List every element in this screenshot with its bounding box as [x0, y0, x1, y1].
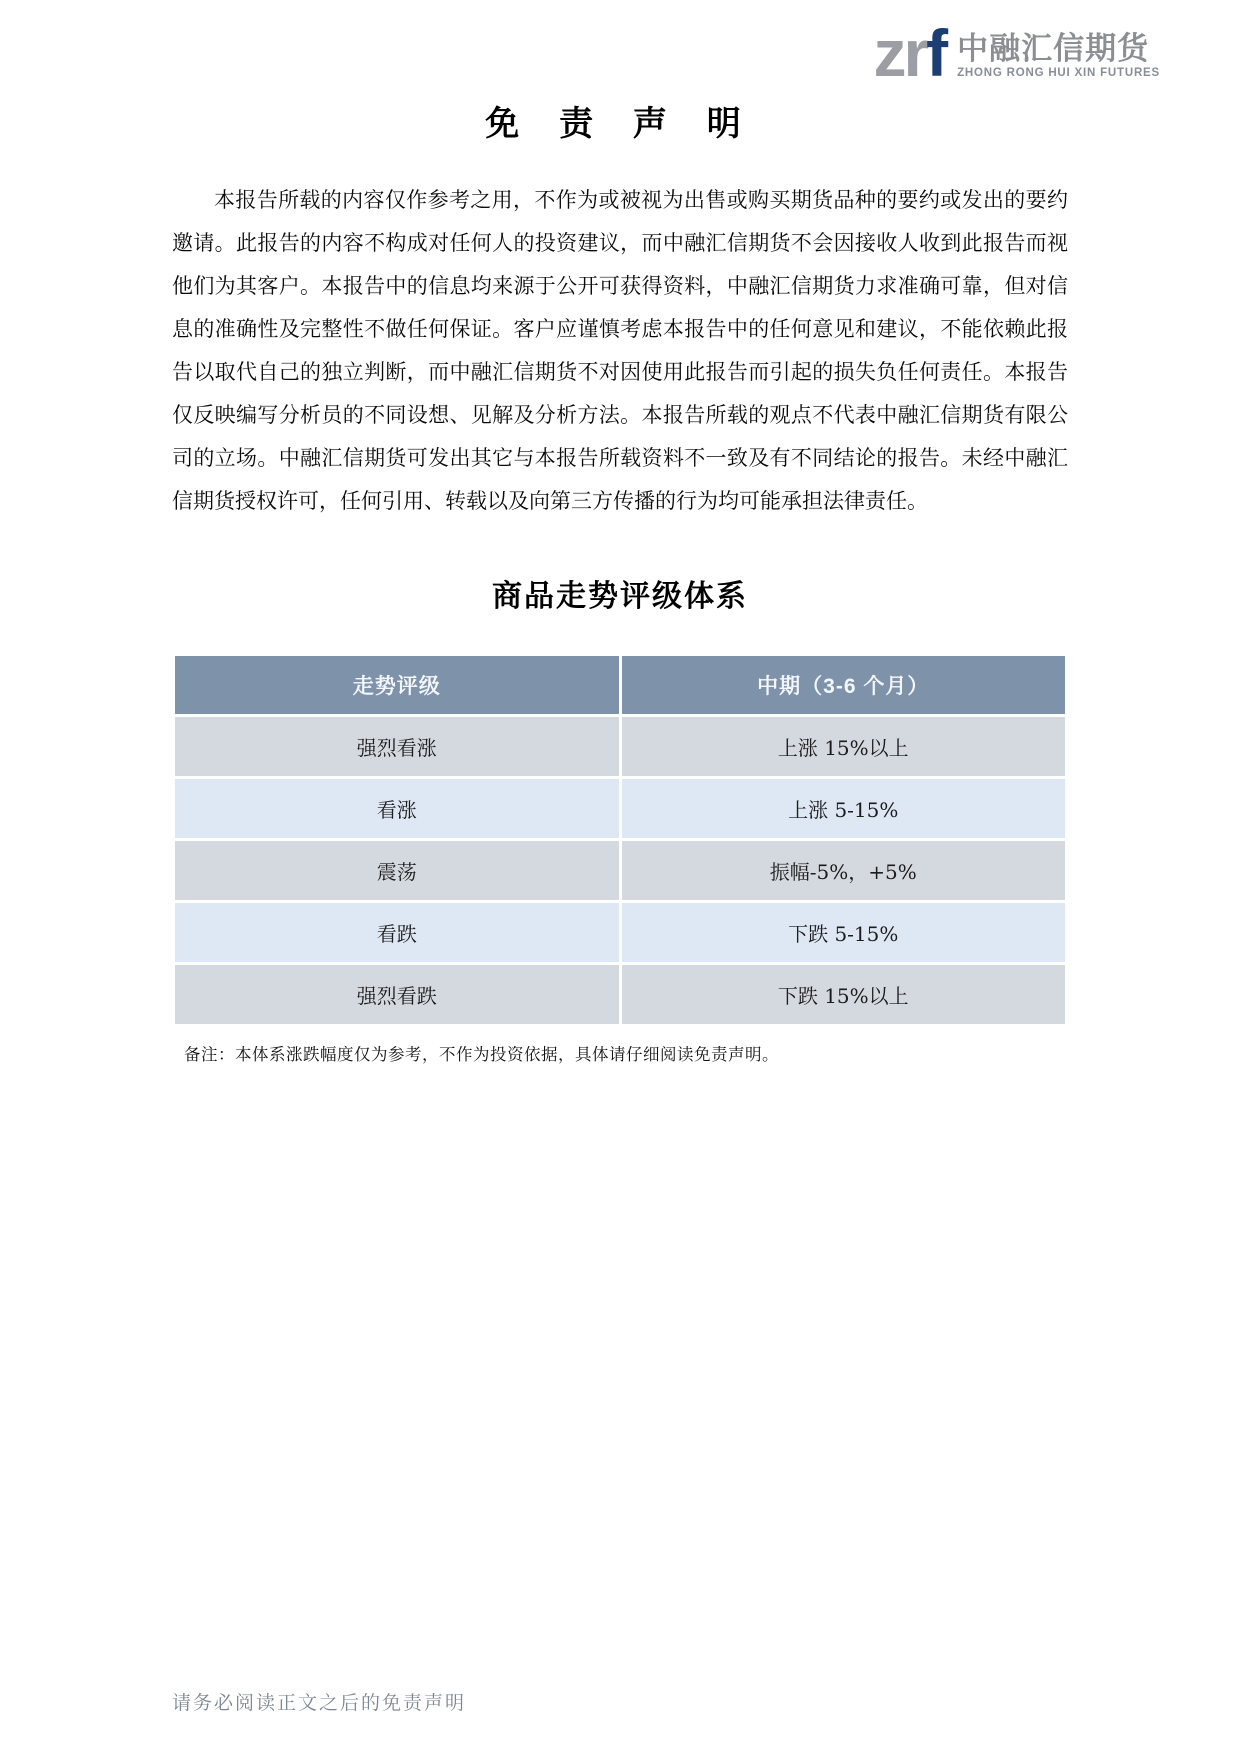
rating-cell: 震荡	[174, 840, 621, 902]
range-cell: 振幅-5%，+5%	[620, 840, 1067, 902]
footer-disclaimer-reminder: 请务必阅读正文之后的免责声明	[172, 1692, 467, 1714]
disclaimer-paragraph: 本报告所载的内容仅作参考之用，不作为或被视为出售或购买期货品种的要约或发出的要约邀请。此报告的内容不构成对任何人的投资建议，而中融汇信期货不会因接收人收到此报告而视他们为其客户。本报告中的信息均来源于公开可获得资料，中融汇信期货力求准确可靠，但对信息的准确性及完整性不做任何保证。客户应谨慎考虑本报告中的任何意见和建议，不能依赖此报告以取代自己的独立判断，而中融汇信期货不对因使用此报告而引起的损失负任何责任。本报告仅反映编写分析员的不同设想、见解及分析方法。本报告所载的观点不代表中融汇信期货有限公司的立场。中融汇信期货可发出其它与本报告所载资料不一致及有不同结论的报告。未经中融汇信期货授权许可，任何引用、转载以及向第三方传播的行为均可能承担法律责任。	[172, 188, 1068, 513]
rating-cell: 看涨	[174, 778, 621, 840]
range-cell: 上涨 5-15%	[620, 778, 1067, 840]
document-content	[172, 0, 1068, 1065]
rating-cell: 强烈看跌	[174, 964, 621, 1026]
header-row	[174, 655, 1067, 716]
rating-table-head	[174, 655, 1067, 716]
page-title: 免 责 声 明	[485, 104, 755, 144]
logo-zr-letters: zr	[873, 16, 927, 90]
table-note: 备注：本体系涨跌幅度仅为参考，不作为投资依据，具体请仔细阅读免责声明。	[184, 1045, 779, 1064]
table-row	[174, 716, 1067, 778]
rating-cell: 看跌	[174, 902, 621, 964]
range-cell: 下跌 5-15%	[620, 902, 1067, 964]
rating-table-body	[174, 716, 1067, 1026]
table-row	[174, 964, 1067, 1026]
rating-table	[172, 653, 1068, 1027]
table-row	[174, 778, 1067, 840]
table-row	[174, 840, 1067, 902]
section-title: 商品走势评级体系	[492, 580, 748, 613]
range-cell: 下跌 15%以上	[620, 964, 1067, 1026]
header-cell-midterm: 中期（3-6 个月）	[620, 655, 1067, 716]
company-name-en: ZHONG RONG HUI XIN FUTURES	[957, 66, 1160, 79]
rating-cell: 强烈看涨	[174, 716, 621, 778]
company-name-cn: 中融汇信期货	[957, 30, 1150, 66]
table-row	[174, 902, 1067, 964]
logo-f-letter: f	[926, 16, 946, 90]
range-cell: 上涨 15%以上	[620, 716, 1067, 778]
header-cell-rating: 走势评级	[174, 655, 621, 716]
